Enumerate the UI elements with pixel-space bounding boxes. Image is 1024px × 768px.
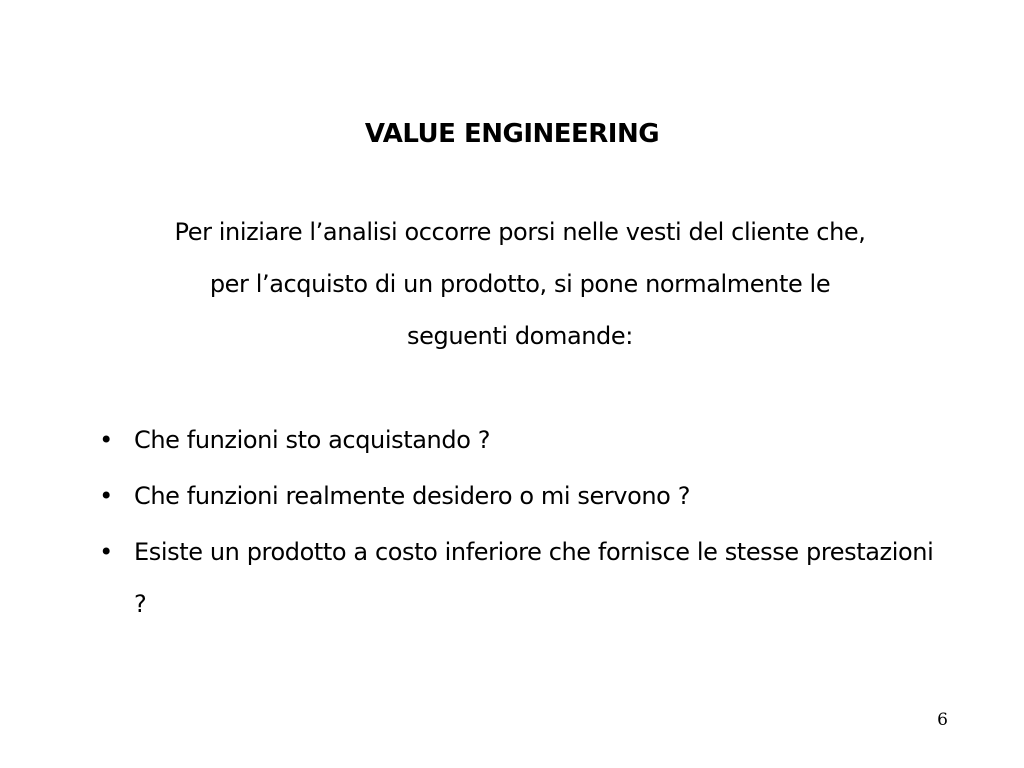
question-text: Esiste un prodotto a costo inferiore che fornisce le stesse prestazioni ? — [134, 538, 934, 618]
question-item — [96, 470, 946, 522]
question-text: Che funzioni sto acquistando ? — [134, 426, 491, 454]
question-list — [96, 414, 946, 634]
bullet-icon: • — [99, 426, 113, 454]
slide-title: VALUE ENGINEERING — [364, 119, 660, 149]
page-number: 6 — [937, 710, 948, 730]
intro-line-1: Per iniziare l’analisi occorre porsi nelle vesti del cliente che, — [174, 218, 866, 246]
intro-line-2: per l’acquisto di un prodotto, si pone normalmente le — [209, 270, 831, 298]
bullet-icon: • — [99, 538, 113, 566]
question-item — [96, 526, 946, 630]
question-text: Che funzioni realmente desidero o mi servono ? — [134, 482, 691, 510]
question-item — [96, 414, 946, 466]
bullet-icon: • — [99, 482, 113, 510]
intro-line-3: seguenti domande: — [407, 322, 633, 350]
intro-paragraph — [100, 206, 940, 362]
